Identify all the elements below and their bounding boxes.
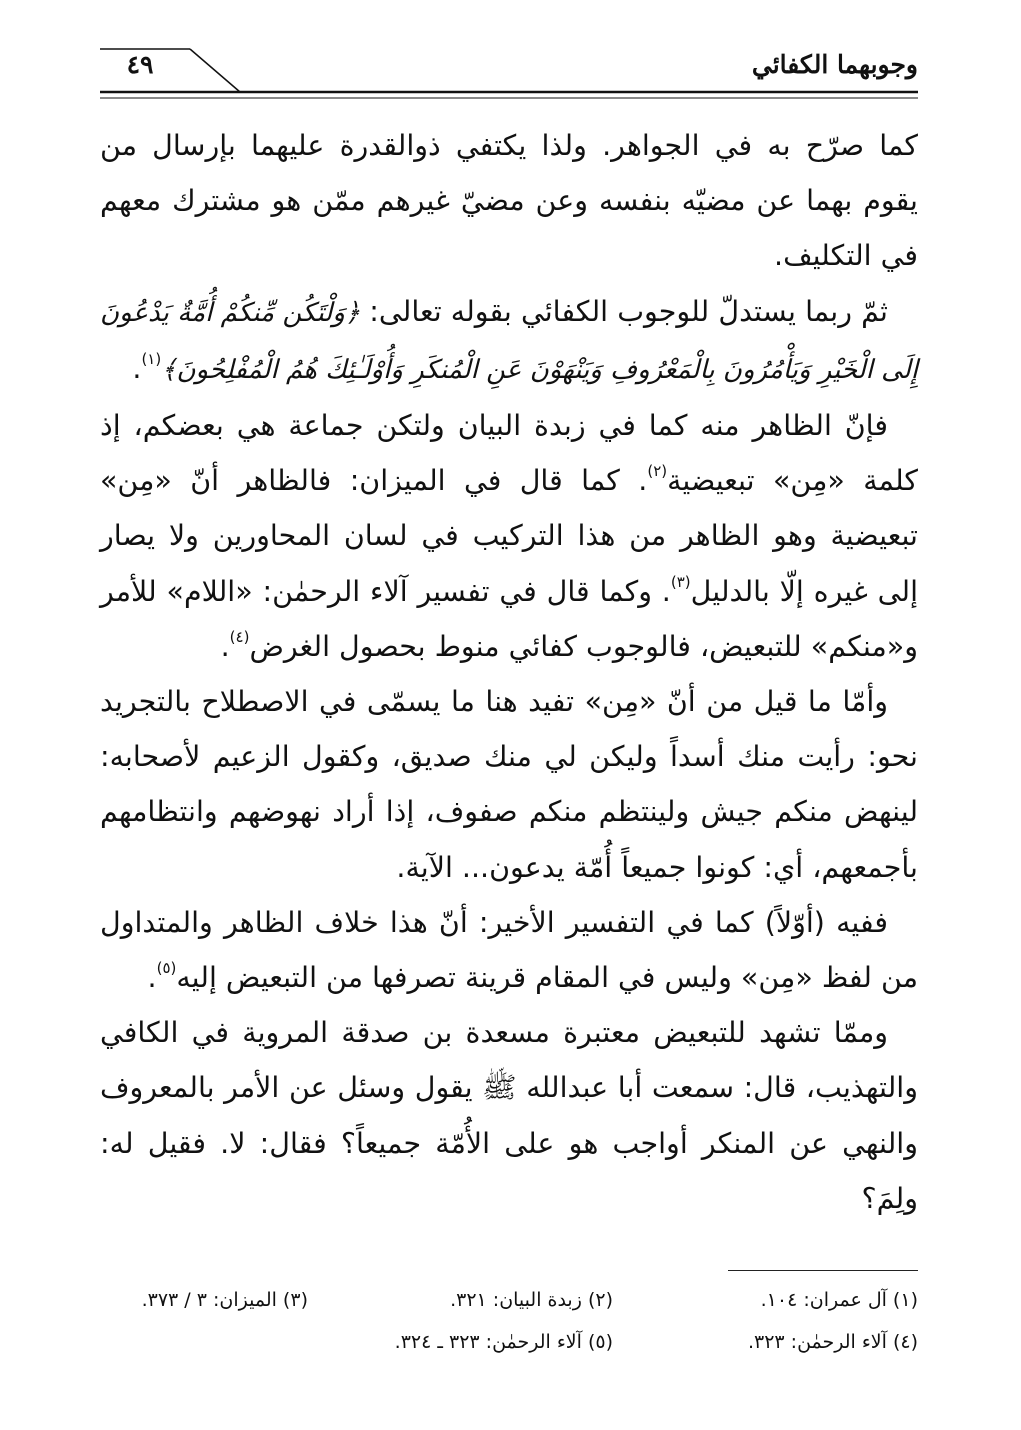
paragraph-6	[100, 1005, 918, 1226]
footnote-separator	[728, 1270, 918, 1271]
footnote-2: (٢) زبدة البيان: ٣٢١.	[450, 1289, 613, 1311]
paragraph-text: ففيه (أوّلاً) كما في التفسير الأخير: أنّ هذا خلاف الظاهر والمتداول من لفظ «مِن» وليس في المقام قرينة تصرفها من التبعيض إليه	[100, 905, 918, 995]
paragraph-5	[100, 895, 918, 1005]
footnote-ref-4: (٤)	[229, 627, 250, 646]
footnote-ref-3: (٣)	[670, 572, 691, 591]
paragraph-text: وممّا تشهد للتبعيض معتبرة مسعدة بن صدقة المروية في الكافي والتهذيب، قال: سمعت أبا عبدالله ﷺ يقول وسئل عن الأمر بالمعروف والنهي عن المنكر أواجب هو على الأُمّة جميعاً؟ فقال: لا. فقيل له: ولِمَ؟	[100, 1016, 918, 1215]
paragraph-text: .	[132, 351, 142, 385]
paragraph-text: كما صرّح به في الجواهر. ولذا يكتفي ذوالقدرة عليهما بإرسال من يقوم بهما عن مضيّه بنفسه وعن مضيّ غيرهم ممّن هو مشترك معهم في التكليف.	[100, 129, 918, 273]
footnote-ref-2: (٢)	[647, 462, 668, 481]
footnotes-row-1	[100, 1289, 918, 1323]
paragraph-2	[100, 284, 918, 398]
footnote-4: (٤) آلاء الرحمٰن: ٣٢٣.	[747, 1331, 918, 1353]
paragraph-text: .	[220, 629, 230, 663]
footnote-1: (١) آل عمران: ١٠٤.	[760, 1289, 918, 1311]
paragraph-1	[100, 118, 918, 284]
paragraph-text: .	[147, 961, 157, 995]
footnotes-row-2	[100, 1331, 918, 1365]
footnote-ref-1: (١)	[141, 349, 162, 368]
paragraph-text: فإنّ الظاهر منه كما في زبدة البيان ولتكن جماعة هي بعضكم، إذ كلمة «مِن» تبعيضية	[100, 409, 918, 498]
page-number: ٤٩	[126, 50, 154, 79]
running-title: وجوبهما الكفائي	[751, 50, 918, 79]
footnote-3: (٣) الميزان: ٣ / ٣٧٣.	[141, 1289, 308, 1311]
body-text	[100, 118, 918, 1226]
footnote-5: (٥) آلاء الرحمٰن: ٣٢٣ ـ ٣٢٤.	[394, 1331, 613, 1353]
quran-verse: ﴿وَلْتَكُن مِّنكُمْ أُمَّةٌ يَدْعُونَ إِلَى الْخَيْرِ وَيَأْمُرُونَ بِالْمَعْرُوفِ وَيَنْهَوْنَ عَنِ الْمُنكَرِ وَأُوْلَـٰئِكَ هُمُ الْمُفْلِحُونَ﴾	[100, 297, 918, 385]
paragraph-3	[100, 398, 918, 674]
paragraph-4	[100, 674, 918, 895]
paragraph-text: . كما قال في الميزان: فالظاهر أنّ «مِن» تبعيضية وهو الظاهر من هذا التركيب في لسان المحاورين ولا يصار إلى غيره إلّا بالدليل	[100, 464, 918, 608]
paragraph-text: ثمّ ربما يستدلّ للوجوب الكفائي بقوله تعالى:	[360, 294, 888, 328]
paragraph-text: وأمّا ما قيل من أنّ «مِن» تفيد هنا ما يسمّى في الاصطلاح بالتجريد نحو: رأيت منك أسداً وليكن لي منك صديق، وكقول الزعيم لأصحابه: لينهض منكم جيش ولينتظم منكم صفوف، إذا أراد نهوضهم وانتظامهم بأجمعهم، أي: كونوا جميعاً أُمّة يدعون... الآية.	[100, 685, 918, 884]
footnote-ref-5: (٥)	[156, 959, 177, 978]
paragraph-text: . وكما قال في تفسير آلاء الرحمٰن: «اللام» للأمر و«منكم» للتبعيض، فالوجوب كفائي منوط بحصول الغرض	[100, 574, 918, 663]
page-header	[100, 40, 918, 102]
